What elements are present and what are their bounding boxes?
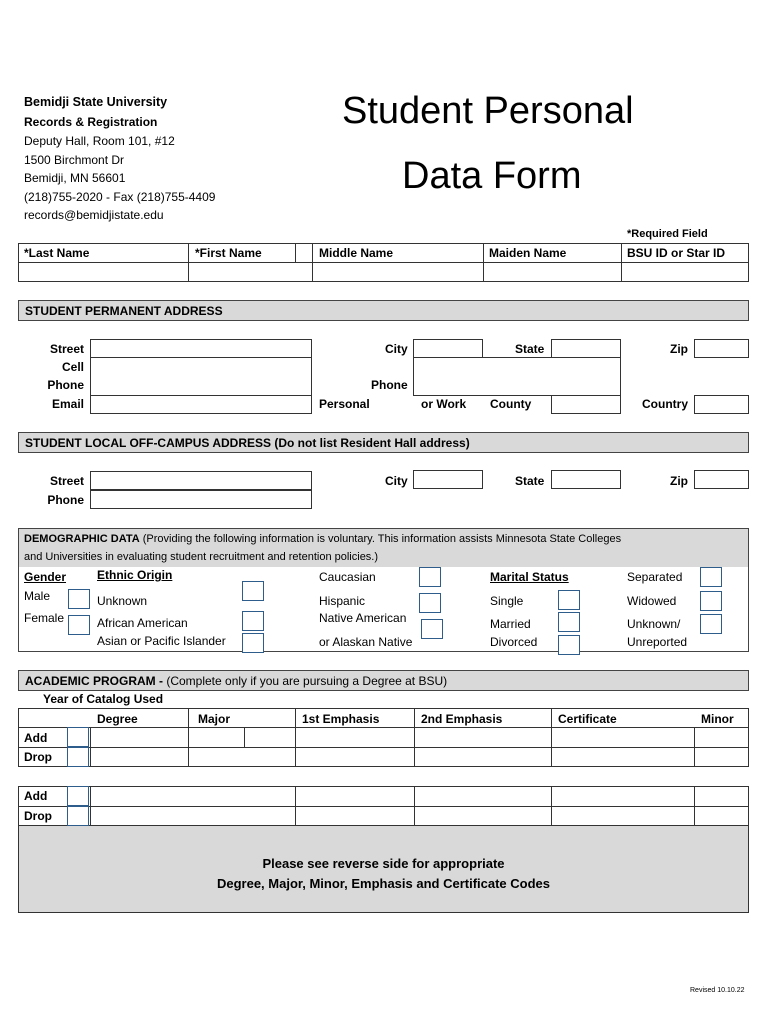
revised-date: Revised 10.10.22 xyxy=(690,987,745,994)
unknown-ethnic-checkbox[interactable] xyxy=(242,581,264,601)
address-line-2: 1500 Birchmont Dr xyxy=(24,153,125,167)
unknown-marital-label: Unknown/ xyxy=(627,617,681,631)
caucasian-checkbox[interactable] xyxy=(419,567,441,587)
demographic-note-line-1 xyxy=(24,533,621,545)
native-american-checkbox[interactable] xyxy=(421,619,443,639)
local-zip-label: Zip xyxy=(670,474,688,488)
local-state-label: State xyxy=(515,474,545,488)
maiden-name-label: Maiden Name xyxy=(489,246,567,260)
unknown-ethnic-label: Unknown xyxy=(97,594,148,608)
first-name-label: *First Name xyxy=(195,246,262,260)
demographic-note-1: (Providing the following information is voluntary. This information assists Minnesota State Colleges xyxy=(139,533,622,545)
perm-county-label: County xyxy=(490,397,532,411)
asian-checkbox[interactable] xyxy=(242,633,264,653)
drop-row-label-2: Drop xyxy=(24,809,52,823)
perm-phone-label: Phone xyxy=(47,378,84,392)
perm-state-label: State xyxy=(515,342,545,356)
perm-cell-phone-field[interactable] xyxy=(90,357,312,396)
certificate-col-header: Certificate xyxy=(558,712,617,726)
perm-street-label: Street xyxy=(49,342,84,356)
hispanic-checkbox[interactable] xyxy=(419,593,441,613)
middle-name-label: Middle Name xyxy=(319,246,394,260)
local-zip-field[interactable] xyxy=(694,470,749,489)
maiden-name-field[interactable] xyxy=(484,263,621,281)
address-line-3: Bemidji, MN 56601 xyxy=(24,171,126,185)
form-title-line-1: Student Personal xyxy=(342,90,634,132)
demographic-note-2: and Universities in evaluating student recruitment and retention policies.) xyxy=(24,551,379,563)
required-field-note: *Required Field xyxy=(627,228,708,240)
perm-street-field[interactable] xyxy=(90,339,312,358)
local-address-header xyxy=(18,432,749,453)
perm-city-field[interactable] xyxy=(413,339,483,358)
ethnic-origin-label: Ethnic Origin xyxy=(97,568,173,582)
marital-status-label: Marital Status xyxy=(490,570,569,584)
student-id-field[interactable] xyxy=(622,263,748,281)
permanent-address-heading: STUDENT PERMANENT ADDRESS xyxy=(25,304,223,318)
local-state-field[interactable] xyxy=(551,470,621,489)
contact-email: records@bemidjistate.edu xyxy=(24,208,164,222)
minor-col-header: Minor xyxy=(701,712,734,726)
reverse-side-note-2: Degree, Major, Minor, Emphasis and Certificate Codes xyxy=(216,876,551,891)
widowed-checkbox[interactable] xyxy=(700,591,722,611)
academic-heading: ACADEMIC PROGRAM - xyxy=(25,674,167,688)
married-checkbox[interactable] xyxy=(558,612,580,632)
academic-heading-line xyxy=(25,674,447,688)
perm-email-field[interactable] xyxy=(90,395,312,414)
perm-email-label: Email xyxy=(51,397,84,411)
widowed-label: Widowed xyxy=(627,594,677,608)
drop-row-label: Drop xyxy=(24,750,52,764)
academic-heading-note: (Complete only if you are pursuing a Degree at BSU) xyxy=(166,674,448,688)
unreported-label: Unreported xyxy=(627,635,688,649)
separated-checkbox[interactable] xyxy=(700,567,722,587)
perm-zip-field[interactable] xyxy=(694,339,749,358)
form-title-line-2: Data Form xyxy=(402,155,582,197)
perm-country-field[interactable] xyxy=(694,395,749,414)
unknown-marital-checkbox[interactable] xyxy=(700,614,722,634)
african-american-checkbox[interactable] xyxy=(242,611,264,631)
alaskan-native-label: or Alaskan Native xyxy=(319,635,413,649)
local-phone-field[interactable] xyxy=(90,490,312,509)
middle-name-field[interactable] xyxy=(313,263,483,281)
caucasian-label: Caucasian xyxy=(319,570,376,584)
demographic-heading: DEMOGRAPHIC DATA xyxy=(24,533,140,545)
student-id-label: BSU ID or Star ID xyxy=(627,246,726,260)
permanent-address-header xyxy=(18,300,749,321)
female-label: Female xyxy=(24,611,65,625)
emphasis2-col-header: 2nd Emphasis xyxy=(421,712,503,726)
degree-col-header: Degree xyxy=(97,712,138,726)
perm-country-label: Country xyxy=(642,397,688,411)
drop-checkbox[interactable] xyxy=(67,747,89,767)
department-name: Records & Registration xyxy=(24,115,158,129)
first-name-field[interactable] xyxy=(189,263,312,281)
last-name-label: *Last Name xyxy=(24,246,90,260)
separated-label: Separated xyxy=(627,570,683,584)
perm-county-field[interactable] xyxy=(551,395,621,414)
emphasis1-col-header: 1st Emphasis xyxy=(302,712,380,726)
asian-label: Asian or Pacific Islander xyxy=(97,634,226,648)
last-name-field[interactable] xyxy=(19,263,188,281)
local-city-field[interactable] xyxy=(413,470,483,489)
local-street-field[interactable] xyxy=(90,471,312,490)
university-name: Bemidji State University xyxy=(24,95,168,109)
perm-city-label: City xyxy=(385,342,408,356)
local-street-label: Street xyxy=(49,474,84,488)
add-row-label-2: Add xyxy=(24,789,48,803)
perm-personal-label: Personal xyxy=(319,397,370,411)
single-checkbox[interactable] xyxy=(558,590,580,610)
academic-program-header xyxy=(18,670,749,691)
african-american-label: African American xyxy=(97,616,188,630)
add-checkbox-2[interactable] xyxy=(67,786,89,806)
add-checkbox[interactable] xyxy=(67,727,89,747)
major-col-header: Major xyxy=(198,712,231,726)
married-label: Married xyxy=(490,617,531,631)
perm-phone2-label: Phone xyxy=(371,378,408,392)
local-city-label: City xyxy=(385,474,408,488)
female-checkbox[interactable] xyxy=(68,615,90,635)
local-address-heading: STUDENT LOCAL OFF-CAMPUS ADDRESS (Do not list Resident Hall address) xyxy=(25,436,470,450)
local-phone-label: Phone xyxy=(47,493,84,507)
perm-cell-label: Cell xyxy=(61,360,84,374)
add-row-label: Add xyxy=(24,731,48,745)
male-checkbox[interactable] xyxy=(68,589,90,609)
perm-phone2-field[interactable] xyxy=(413,357,621,396)
catalog-year-label: Year of Catalog Used xyxy=(43,692,164,706)
drop-checkbox-2[interactable] xyxy=(67,806,89,826)
address-line-1: Deputy Hall, Room 101, #12 xyxy=(24,134,175,148)
single-label: Single xyxy=(490,594,524,608)
perm-zip-label: Zip xyxy=(670,342,688,356)
perm-or-work-label: or Work xyxy=(421,397,467,411)
male-label: Male xyxy=(24,589,51,603)
gender-label: Gender xyxy=(24,570,67,584)
contact-phone: (218)755-2020 - Fax (218)755-4409 xyxy=(24,190,216,204)
divorced-label: Divorced xyxy=(490,635,538,649)
perm-state-field[interactable] xyxy=(551,339,621,358)
reverse-side-note-1: Please see reverse side for appropriate xyxy=(262,856,505,871)
divorced-checkbox[interactable] xyxy=(558,635,580,655)
hispanic-label: Hispanic xyxy=(319,594,366,608)
native-american-label: Native American xyxy=(319,611,407,625)
